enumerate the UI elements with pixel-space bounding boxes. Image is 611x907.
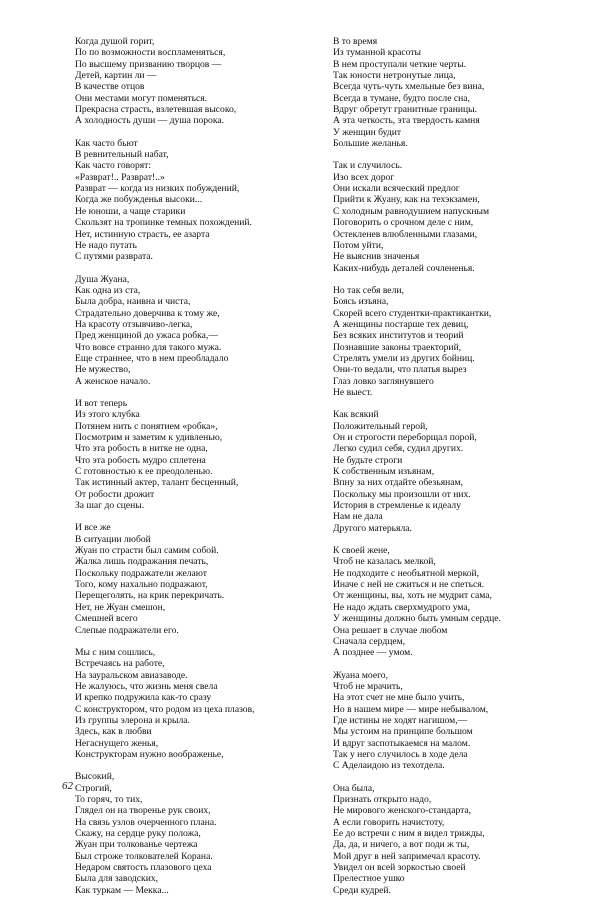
poem-line: На этот счет не мне было учить, xyxy=(333,692,465,704)
poem-line: Изо всех дорог xyxy=(333,171,395,183)
poem-line: Страдательно доверчива к тому же, xyxy=(75,307,220,319)
poem-line: Так у него случилось в ходе дела xyxy=(333,748,468,760)
poem-line: Как одна из ста, xyxy=(75,284,141,296)
poem-line: Детей, картин ли — xyxy=(75,70,157,82)
poem-line: Скользят на тропинке темных похождений. xyxy=(75,217,252,229)
poem-line: Иначе с ней не сжиться и не спеться. xyxy=(333,579,485,591)
poem-line: Из группы элерона и крыла. xyxy=(75,714,190,726)
poem-line: В нем проступали четкие черты. xyxy=(333,58,467,70)
poem-line: За шаг до сцены. xyxy=(75,500,145,512)
poem-line: То горяч, то тих, xyxy=(75,793,143,805)
poem-line: Легко судил себя, судил других. xyxy=(333,443,464,455)
poem-line: Глядел он на творенье рук своих, xyxy=(75,805,211,817)
poem-line: Поскольку подражатели желают xyxy=(75,567,207,579)
poem-line: В качестве отцов xyxy=(75,81,145,93)
poem-line: Не жалуюсь, что жизнь меня свела xyxy=(75,680,218,692)
right-column xyxy=(333,36,573,907)
poem-line: С готовностью к ее преодоленью. xyxy=(75,466,213,478)
poem-line: Другого матерьяла. xyxy=(333,522,412,534)
poem-line: А женщины постарше тех девиц, xyxy=(333,318,469,330)
stanza xyxy=(75,138,310,263)
poem-line: Так юности нетронутые лица, xyxy=(333,70,456,82)
poem-line: Из туманной красоты xyxy=(333,47,421,59)
poem-line: От женщины, вы, хоть не мудрит сама, xyxy=(333,590,492,602)
poem-line: Прийти к Жуану, как на техэкзамен, xyxy=(333,194,480,206)
stanza xyxy=(75,771,310,896)
poem-line: Мы устоим на принципе большом xyxy=(333,726,473,738)
poem-line: «Разврат!.. Разврат!..» xyxy=(75,171,165,183)
poem-line: В ревнительный набат, xyxy=(75,149,169,161)
poem-line: Он и строгости переборщал порой, xyxy=(333,432,477,443)
poem-line: Как туркам — Мекка... xyxy=(75,884,169,896)
poem-line: У женщин будит xyxy=(333,126,402,138)
poem-line: Так истинный актер, талант бесценный, xyxy=(75,477,239,489)
poem-line: Но в нашем мире — мире небывалом, xyxy=(333,703,489,715)
poem-line: Чтоб не казалась мелкой, xyxy=(333,556,436,568)
stanza xyxy=(333,670,573,772)
poem-line: Признать открыто надо, xyxy=(333,793,432,805)
poem-line: Что вовсе странно для такого мужа. xyxy=(75,341,222,353)
poem-line: Слепые подражатели его. xyxy=(75,624,179,636)
poem-line: Из этого клубка xyxy=(75,409,140,421)
poem-line: Недаром святость плазового цеха xyxy=(75,862,212,874)
poem-line: Они местами могут поменяться. xyxy=(75,92,208,104)
poem-line: Среди кудрей. xyxy=(333,884,391,896)
poem-line: Прекрасна страсть, взлетевшая высоко, xyxy=(75,104,237,116)
stanza xyxy=(333,545,573,658)
poem-line: Посмотрим и заметим к удивленью, xyxy=(75,432,223,443)
poem-line: Поговорить о срочном деле с ним, xyxy=(333,217,474,229)
poem-line: Встречаясь на работе, xyxy=(75,658,165,670)
poem-line: С Аделаидою из техотдела. xyxy=(333,760,445,772)
poem-line: А позднее — умом. xyxy=(333,647,413,659)
stanza xyxy=(75,522,310,635)
poem-line: Большие желанья. xyxy=(333,138,408,150)
poem-line: Когда душой горит, xyxy=(75,36,155,47)
poem-line: С холодным равнодушием напускным xyxy=(333,205,490,217)
poem-line: На красоту отзывчиво-легка, xyxy=(75,318,193,330)
poem-line: Познавшие законы траекторий, xyxy=(333,341,462,353)
poem-line: Без всяких институтов и теорий xyxy=(333,330,464,342)
poem-line: Впну за них отдайте обезьянам, xyxy=(333,477,463,489)
poem-line: Пред женщиной до ужаса робка,— xyxy=(75,330,218,342)
poem-line: Не выяснив значенья xyxy=(333,251,420,263)
poem-line: Не подходите с необъятной меркой, xyxy=(333,567,480,579)
stanza xyxy=(333,409,573,534)
poem-line: Была для заводских, xyxy=(75,873,159,885)
stanza xyxy=(75,36,310,127)
poem-line: Каких-нибудь деталей сочлененья. xyxy=(333,262,475,274)
poem-line: Жуана моего, xyxy=(333,669,388,681)
poem-line: И вот теперь xyxy=(75,397,128,409)
poem-line: Потом уйти, xyxy=(333,239,384,251)
poem-line: И крепко подружила как-то сразу xyxy=(75,692,212,704)
stanza xyxy=(333,36,573,149)
poem-line: В то время xyxy=(333,36,378,47)
poem-line: Конструкторам нужно воображенье, xyxy=(75,748,224,760)
poem-line: Глаз ловко заглянувшего xyxy=(333,375,434,387)
poem-line: Не мирового женского-стандарта, xyxy=(333,805,472,817)
poem-line: Еще страннее, что в нем преобладало xyxy=(75,352,229,364)
poem-line: Скажу, на сердце руку положа, xyxy=(75,828,201,839)
poem-line: По высшему призванию творцов — xyxy=(75,58,222,70)
poem-line: На зауральском авиазаводе. xyxy=(75,669,188,681)
poem-line: Остекленев влюбленными глазами, xyxy=(333,228,478,240)
poem-line: Душа Жуана, xyxy=(75,273,130,285)
poem-line: Не юноши, а чаще старики xyxy=(75,205,186,217)
poem-line: Ее до встречи с ним я видел трижды, xyxy=(333,828,485,839)
poem-line: Как часто бьют xyxy=(75,137,138,149)
poem-line: А если говорить начистоту, xyxy=(333,816,445,828)
poem-line: История в стремленье к идеалу xyxy=(333,500,462,512)
poem-line: Да, да, и ничего, а вот поди ж ты, xyxy=(333,839,470,851)
poem-line: И вдруг заспотыкаемся на малом. xyxy=(333,737,471,749)
poem-line: Как всякий xyxy=(333,409,379,421)
poem-line: С путями разврата. xyxy=(75,251,153,263)
poem-line: Она решает в случае любом xyxy=(333,624,448,636)
poem-line: Был строже толкователей Корана. xyxy=(75,850,213,862)
poem-line: Была добра, наивна и чиста, xyxy=(75,296,191,308)
poem-line: Так и случилось. xyxy=(333,160,403,172)
poem-line: Они искали всяческий предлог xyxy=(333,183,460,195)
poem-line: К своей жене, xyxy=(333,545,390,557)
poem-line: Мой друг в ней запримечал красоту. xyxy=(333,850,481,862)
poem-line: Строгий, xyxy=(75,782,112,794)
poem-line: Где истины не ходят нагишом,— xyxy=(333,714,468,726)
poem-line: А холодность души — душа порока. xyxy=(75,115,225,127)
poem-line: Не надо ждать сверхмудрого ума, xyxy=(333,601,471,613)
poem-line: На связь узлов очерченного плана. xyxy=(75,816,217,828)
poem-line: Того, кому нахально подражают, xyxy=(75,579,208,591)
left-column xyxy=(75,36,310,907)
stanza xyxy=(75,398,310,511)
poem-line: И все же xyxy=(75,522,111,534)
poem-line: Не будьте строги xyxy=(333,454,403,466)
poem-line: Здесь, как в любви xyxy=(75,726,152,738)
poem-line: Как часто говорят: xyxy=(75,160,152,172)
poem-line: Нет, истинную страсть, ее азарта xyxy=(75,228,210,240)
stanza xyxy=(333,160,573,273)
page-number: 62 xyxy=(62,780,73,792)
poem-line: Жуан при толкованье чертежа xyxy=(75,839,198,851)
poem-line: Увидел он всей зоркостью своей xyxy=(333,862,466,874)
poem-line: Боясь изъяна, xyxy=(333,296,389,308)
poem-line: Скорей всего студентки-практикантки, xyxy=(333,307,492,319)
poem-line: Прелестное ушко xyxy=(333,873,405,885)
poem-line: Не надо путать xyxy=(75,239,137,251)
poem-line: Всегда чуть-чуть хмельные без вина, xyxy=(333,81,485,93)
poem-line: А женское начало. xyxy=(75,375,151,387)
poem-line: Высокий, xyxy=(75,771,115,783)
poem-line: Потянем нить с понятием «робка», xyxy=(75,420,218,432)
poem-line: Но так себя вели, xyxy=(333,284,404,296)
poem-line: Что эта робость мудро сплетена xyxy=(75,454,206,466)
poem-line: Нет, не Жуан смешон, xyxy=(75,601,166,613)
poem-line: Они-то ведали, что платья вырез xyxy=(333,364,467,376)
poem-line: Не выест. xyxy=(333,386,373,398)
poem-line: В ситуации любой xyxy=(75,533,151,545)
poem-line: От робости дрожит xyxy=(75,488,155,500)
poem-line: Разврат — когда из низких побуждений, xyxy=(75,183,240,195)
poem-line: Не мужество, xyxy=(75,364,131,376)
poem-line: Положительный герой, xyxy=(333,420,428,432)
poem-line: Она была, xyxy=(333,782,375,794)
poem-line: Чтоб не мрачить, xyxy=(333,680,403,692)
stanza xyxy=(333,285,573,398)
poem-line: Поскольку мы произошли от них. xyxy=(333,488,471,500)
poem-line: По по возможности воспламеняться, xyxy=(75,47,226,59)
poem-line: К собственным изъянам, xyxy=(333,466,435,478)
poem-line: Мы с ним сошлись, xyxy=(75,646,156,658)
poem-line: Когда же побужденья высоки... xyxy=(75,194,203,206)
poem-line: С конструктором, что родом из цеха плазов, xyxy=(75,703,255,715)
poem-line: Вдруг обретут гранитные границы. xyxy=(333,104,477,116)
poem-line: Жуан по страсти был самим собой. xyxy=(75,545,219,557)
poem-line: Стрелять умели из других бойниц. xyxy=(333,352,475,364)
poem-line: Смешней всего xyxy=(75,613,138,625)
poem-line: Нам не дала xyxy=(333,511,383,523)
poem-line: У женщины должно быть умным сердце. xyxy=(333,613,501,625)
stanza xyxy=(75,647,310,760)
poem-line: Жалка лишь подражания печать, xyxy=(75,556,209,568)
poem-line: Всегда в тумане, будто после сна, xyxy=(333,92,470,104)
poem-line: Перещеголять, на крик перекричать. xyxy=(75,590,225,602)
poem-line: Негаснущего женья, xyxy=(75,737,159,749)
poem-line: А эта четкость, эта твердость камня xyxy=(333,115,480,127)
stanza xyxy=(75,274,310,387)
poem-line: Сначала сердцем, xyxy=(333,635,406,647)
poem-line: Что эта робость в нитке не одна, xyxy=(75,443,208,455)
